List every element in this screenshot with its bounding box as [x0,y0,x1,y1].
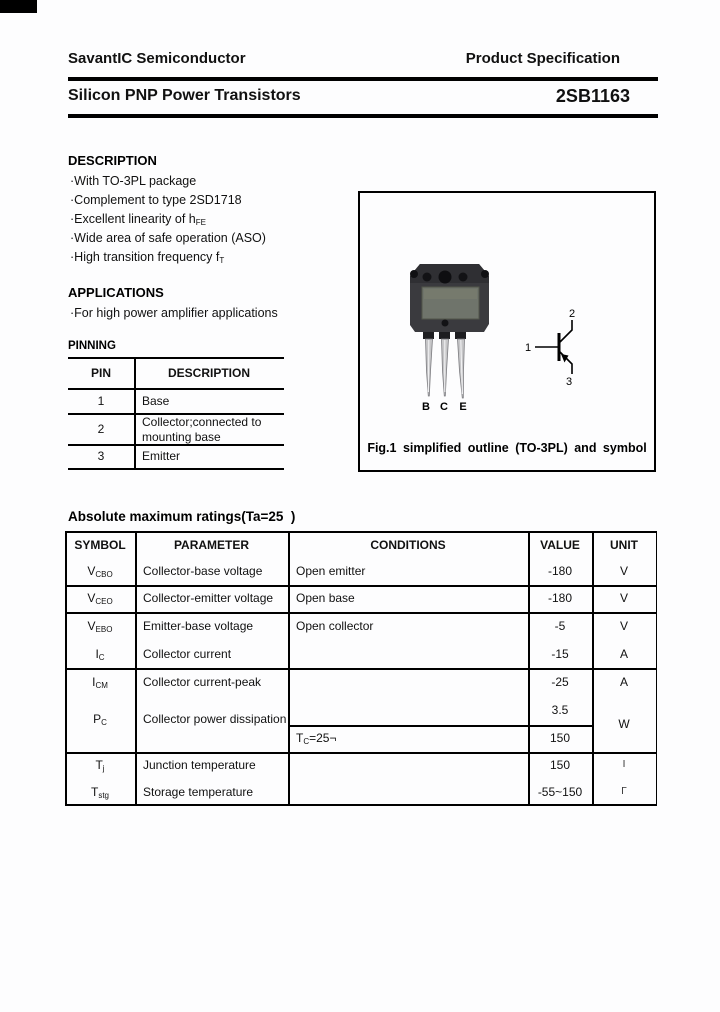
vceo-condition: Open base [296,591,355,605]
icm-symbol: $I_{CM}$ [92,675,108,690]
tj-symbol: $T_j$ [95,758,105,773]
pc-value-b: 150 [549,731,571,745]
desc-cell: Base [142,394,170,408]
description-list [70,172,266,267]
symbol-pin-2: 2 [568,308,576,320]
bottom-hole-icon [442,320,449,327]
pc-condition-b: $T_C=25\neg$ [296,731,337,746]
table-line [65,752,657,754]
applications-heading: APPLICATIONS [68,285,164,300]
table-line [65,531,657,533]
pin-cell: 1 [97,394,105,408]
table-line [288,725,592,727]
vebo-value: -5 [554,619,566,633]
ic-unit: A [619,647,628,661]
col-unit: UNIT [610,538,638,552]
desc-cell: Collector;connected to mounting base [142,415,262,444]
figure-graphic [360,193,654,470]
pc-parameter: Collector power dissipation [143,712,287,726]
description-item: ·High transition frequency $f_T$ [70,250,225,265]
description-item: ·Excellent linearity of $h_{FE}$ [70,212,206,227]
pc-unit: W [618,717,630,731]
ic-value: -15 [551,647,569,661]
part-number: 2SB1163 [555,86,630,106]
description-item: ·Complement to type 2SD1718 [70,193,242,207]
pinning-table [68,357,284,470]
pinning-col-pin: PIN [90,366,111,380]
mounting-hole-icon [459,273,468,282]
pinning-heading: PINNING [68,340,116,352]
product-spec: Product Specification [465,50,620,67]
description-heading: DESCRIPTION [68,153,157,168]
corner-hole-icon [410,270,418,278]
symbol-pin-1: 1 [524,342,532,354]
pin-label-c: C [440,401,448,413]
pin-label-e: E [459,401,467,413]
pin-label-b: B [422,401,430,413]
pin-cell: 2 [97,422,105,436]
col-value: VALUE [540,538,580,552]
ratings-table [65,531,657,806]
icm-unit: A [619,675,628,689]
vceo-symbol: $V_{CEO}$ [87,591,113,606]
doc-title: Silicon PNP Power Transistors [68,87,301,104]
tstg-value: -55~150 [537,785,583,799]
vceo-parameter: Collector-emitter voltage [143,591,274,605]
vcbo-parameter: Collector-base voltage [143,564,263,578]
table-line [288,531,290,806]
table-line [65,612,657,614]
header-rule-top [68,77,658,81]
ratings-heading: Absolute maximum ratings(Ta=25 ) [68,509,296,524]
header-rule-bottom [68,114,658,118]
vceo-unit: V [619,591,628,605]
tstg-unit: Γ [621,786,627,797]
icm-value: -25 [551,675,569,689]
vebo-unit: V [619,619,628,633]
pc-symbol: $P_C$ [93,712,107,727]
desc-cell: Emitter [142,449,181,463]
applications-item: ·For high power amplifier applications [70,306,278,320]
table-line [135,531,137,806]
table-line [65,585,657,587]
col-parameter: PARAMETER [173,538,250,552]
figure-box [358,191,656,472]
col-conditions: CONDITIONS [370,538,446,552]
pc-value-a: 3.5 [551,703,569,717]
vebo-parameter: Emitter-base voltage [143,619,254,633]
corner-hole-icon [481,270,489,278]
vcbo-unit: V [619,564,628,578]
vcbo-symbol: $V_{CBO}$ [87,564,113,579]
tstg-symbol: $T_{stg}$ [90,785,109,800]
figure-caption: Fig.1 simplified outline (TO-3PL) and symbol [367,441,647,455]
vcbo-condition: Open emitter [296,564,366,578]
table-line [65,668,657,670]
vebo-condition: Open collector [296,619,374,633]
ic-parameter: Collector current [143,647,232,661]
table-line [65,804,657,806]
symbol-pin-3: 3 [565,376,573,388]
table-line [68,357,284,359]
tstg-parameter: Storage temperature [143,785,254,799]
transistor-symbol [525,308,575,388]
ic-symbol: $I_C$ [95,647,105,662]
mounting-hole-icon [423,273,432,282]
tj-parameter: Junction temperature [143,758,256,772]
description-item: ·Wide area of safe operation (ASO) [70,231,266,245]
package-graphic [410,264,489,413]
table-line [68,468,284,470]
brand: SavantIC Semiconductor [68,50,246,67]
vceo-value: -180 [547,591,573,605]
tj-value: 150 [549,758,571,772]
table-line [68,388,284,390]
col-symbol: SYMBOL [74,538,126,552]
scan-corner-mark [0,0,37,13]
pin-cell: 3 [97,449,105,463]
pinning-col-desc: DESCRIPTION [167,366,250,380]
table-line [68,444,284,446]
mounting-hole-icon [439,271,452,284]
description-item: ·With TO-3PL package [70,174,197,188]
icm-parameter: Collector current-peak [143,675,262,689]
vcbo-value: -180 [547,564,573,578]
tj-unit: I [622,759,626,770]
vebo-symbol: $V_{EBO}$ [87,619,113,634]
